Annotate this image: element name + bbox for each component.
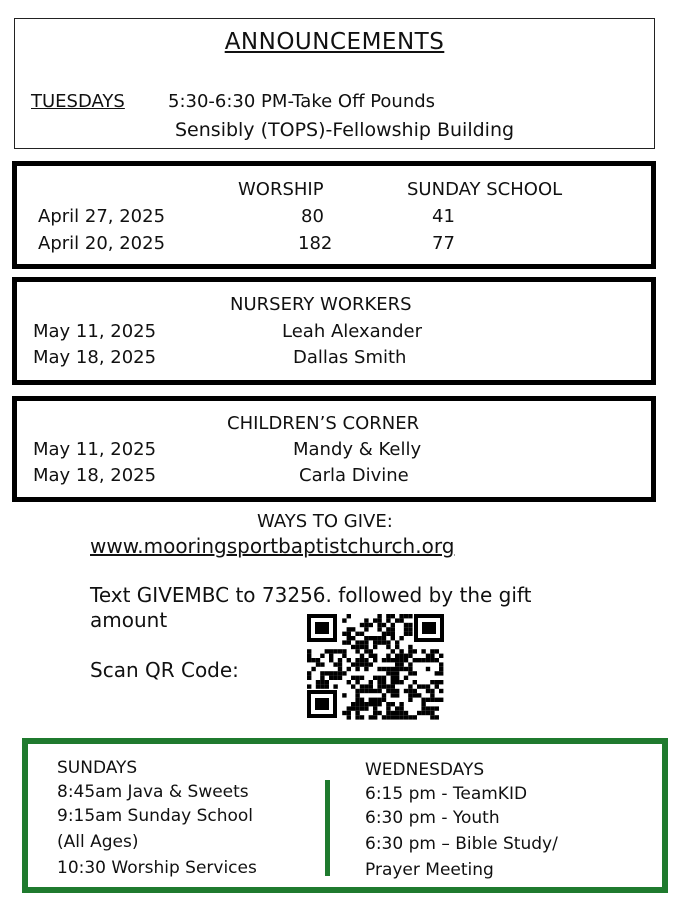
worship-count: 182 [298, 233, 333, 254]
childrens-corner-name: Carla Divine [299, 465, 409, 486]
sunday-school-count: 41 [432, 206, 455, 227]
wednesdays-title: WEDNESDAYS [365, 760, 485, 780]
nursery-title: NURSERY WORKERS [230, 294, 412, 315]
childrens-corner-box [12, 396, 656, 502]
ways-to-give-title: WAYS TO GIVE: [257, 511, 393, 532]
nursery-date: May 11, 2025 [33, 321, 157, 342]
attendance-box [12, 161, 656, 269]
childrens-corner-date: May 11, 2025 [33, 439, 157, 460]
scan-qr-label: Scan QR Code: [90, 658, 239, 682]
sunday-item: 10:30 Worship Services [57, 858, 257, 878]
qr-code-icon[interactable] [305, 612, 446, 720]
announcement-day: TUESDAYS [31, 91, 125, 112]
text-to-give-line: Text GIVEMBC to 73256. followed by the gift [90, 583, 532, 607]
sunday-school-header: SUNDAY SCHOOL [407, 179, 563, 200]
nursery-workers-box [12, 277, 656, 385]
announcements-title: ANNOUNCEMENTS [224, 29, 445, 55]
childrens-corner-title: CHILDREN’S CORNER [227, 413, 420, 434]
childrens-corner-date: May 18, 2025 [33, 465, 157, 486]
wednesday-item: 6:30 pm - Youth [365, 808, 500, 828]
attendance-date: April 27, 2025 [38, 206, 166, 227]
nursery-worker-name: Dallas Smith [293, 347, 407, 368]
weekly-schedule-box [22, 738, 668, 893]
wednesday-item: 6:30 pm – Bible Study/ [365, 834, 558, 854]
schedule-divider [325, 780, 330, 876]
text-to-give-line: amount [90, 608, 168, 632]
attendance-date: April 20, 2025 [38, 233, 166, 254]
sunday-item: (All Ages) [57, 832, 139, 852]
nursery-date: May 18, 2025 [33, 347, 157, 368]
sunday-school-count: 77 [432, 233, 455, 254]
worship-count: 80 [301, 206, 324, 227]
announcement-line-1: 5:30-6:30 PM-Take Off Pounds [168, 91, 436, 112]
church-website-link[interactable]: www.mooringsportbaptistchurch.org [90, 534, 455, 558]
announcements-box [14, 18, 655, 149]
sundays-title: SUNDAYS [57, 758, 138, 778]
sunday-item: 9:15am Sunday School [57, 806, 254, 826]
childrens-corner-name: Mandy & Kelly [293, 439, 422, 460]
wednesday-item: Prayer Meeting [365, 860, 494, 880]
wednesday-item: 6:15 pm - TeamKID [365, 784, 528, 804]
worship-header: WORSHIP [238, 179, 324, 200]
nursery-worker-name: Leah Alexander [282, 321, 423, 342]
sunday-item: 8:45am Java & Sweets [57, 782, 249, 802]
announcement-line-2: Sensibly (TOPS)-Fellowship Building [175, 119, 515, 141]
